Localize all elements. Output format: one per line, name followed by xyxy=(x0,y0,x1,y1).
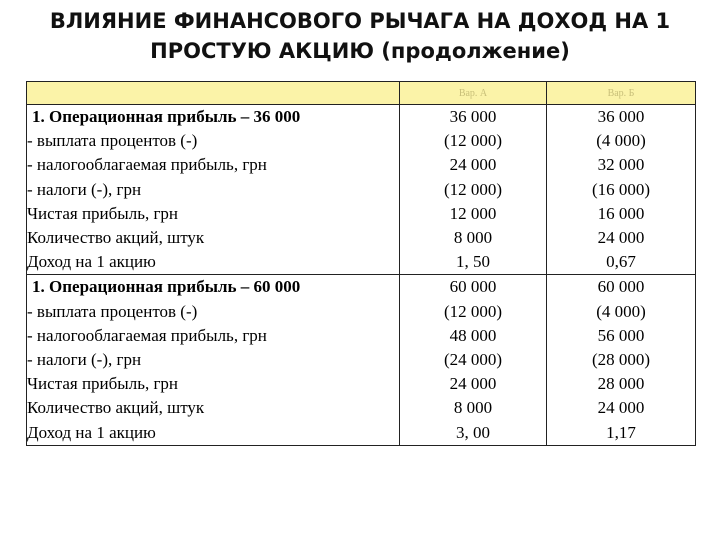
cell-value: 60 000 xyxy=(597,277,645,297)
cell-value: 28 000 xyxy=(597,374,645,394)
cell-value: (12 000) xyxy=(443,301,503,321)
block-1-variant-a xyxy=(400,105,547,275)
header-variant-b: Вар. Б xyxy=(547,82,696,105)
block-2-variant-a xyxy=(400,275,547,445)
row-label: - выплата процентов (-) xyxy=(27,131,198,151)
block-2-labels xyxy=(27,275,400,445)
row-label: - налоги (-), грн xyxy=(27,350,142,370)
cell-value: 1, 50 xyxy=(456,252,490,272)
cell-value: 60 000 xyxy=(449,277,497,297)
cell-value: 36 000 xyxy=(597,107,645,126)
block-1-labels xyxy=(27,105,400,275)
cell-value: 8 000 xyxy=(453,398,493,418)
cell-value: (12 000) xyxy=(443,131,503,151)
cell-value: (28 000) xyxy=(591,350,651,370)
row-label: - выплата процентов (-) xyxy=(27,301,198,321)
cell-value: 24 000 xyxy=(449,374,497,394)
cell-value: (4 000) xyxy=(596,301,646,321)
leverage-table xyxy=(26,81,696,446)
row-label: - налоги (-), грн xyxy=(27,179,142,199)
row-label: - налогооблагаемая прибыль, грн xyxy=(27,155,267,175)
row-label: Доход на 1 акцию xyxy=(27,422,156,442)
table-header-row xyxy=(27,82,696,105)
cell-value: 0,67 xyxy=(606,252,636,272)
header-variant-a: Вар. А xyxy=(400,82,547,105)
cell-value: (4 000) xyxy=(596,131,646,151)
title-line-2: ПРОСТУЮ АКЦИЮ (продолжение) xyxy=(150,39,570,63)
title-line-1: ВЛИЯНИЕ ФИНАНСОВОГО РЫЧАГА НА ДОХОД НА 1 xyxy=(49,9,671,33)
cell-value: 24 000 xyxy=(597,228,645,248)
cell-value: (24 000) xyxy=(443,350,503,370)
slide-title xyxy=(20,6,700,66)
cell-value: 24 000 xyxy=(597,398,645,418)
cell-value: 8 000 xyxy=(453,228,493,248)
table-row-block-2 xyxy=(27,275,696,445)
row-label: Количество акций, штук xyxy=(27,228,205,248)
block-1-variant-b xyxy=(547,105,696,275)
row-label: Количество акций, штук xyxy=(27,398,205,418)
cell-value: 1,17 xyxy=(606,422,636,442)
block-2-variant-b xyxy=(547,275,696,445)
row-label: Доход на 1 акцию xyxy=(27,252,156,272)
row-label: Чистая прибыль, грн xyxy=(27,374,179,394)
cell-value: 24 000 xyxy=(449,155,497,175)
row-label: 1. Операционная прибыль – 36 000 xyxy=(32,107,301,126)
cell-value: 32 000 xyxy=(597,155,645,175)
row-label: - налогооблагаемая прибыль, грн xyxy=(27,325,267,345)
cell-value: 12 000 xyxy=(449,203,497,223)
row-label: 1. Операционная прибыль – 60 000 xyxy=(32,277,301,297)
cell-value: 48 000 xyxy=(449,325,497,345)
table-row-block-1 xyxy=(27,105,696,275)
cell-value: 16 000 xyxy=(597,203,645,223)
cell-value: (16 000) xyxy=(591,179,651,199)
cell-value: 3, 00 xyxy=(456,422,490,442)
cell-value: 56 000 xyxy=(597,325,645,345)
cell-value: (12 000) xyxy=(443,179,503,199)
cell-value: 36 000 xyxy=(449,107,497,126)
row-label: Чистая прибыль, грн xyxy=(27,203,179,223)
header-label-cell xyxy=(27,82,400,105)
